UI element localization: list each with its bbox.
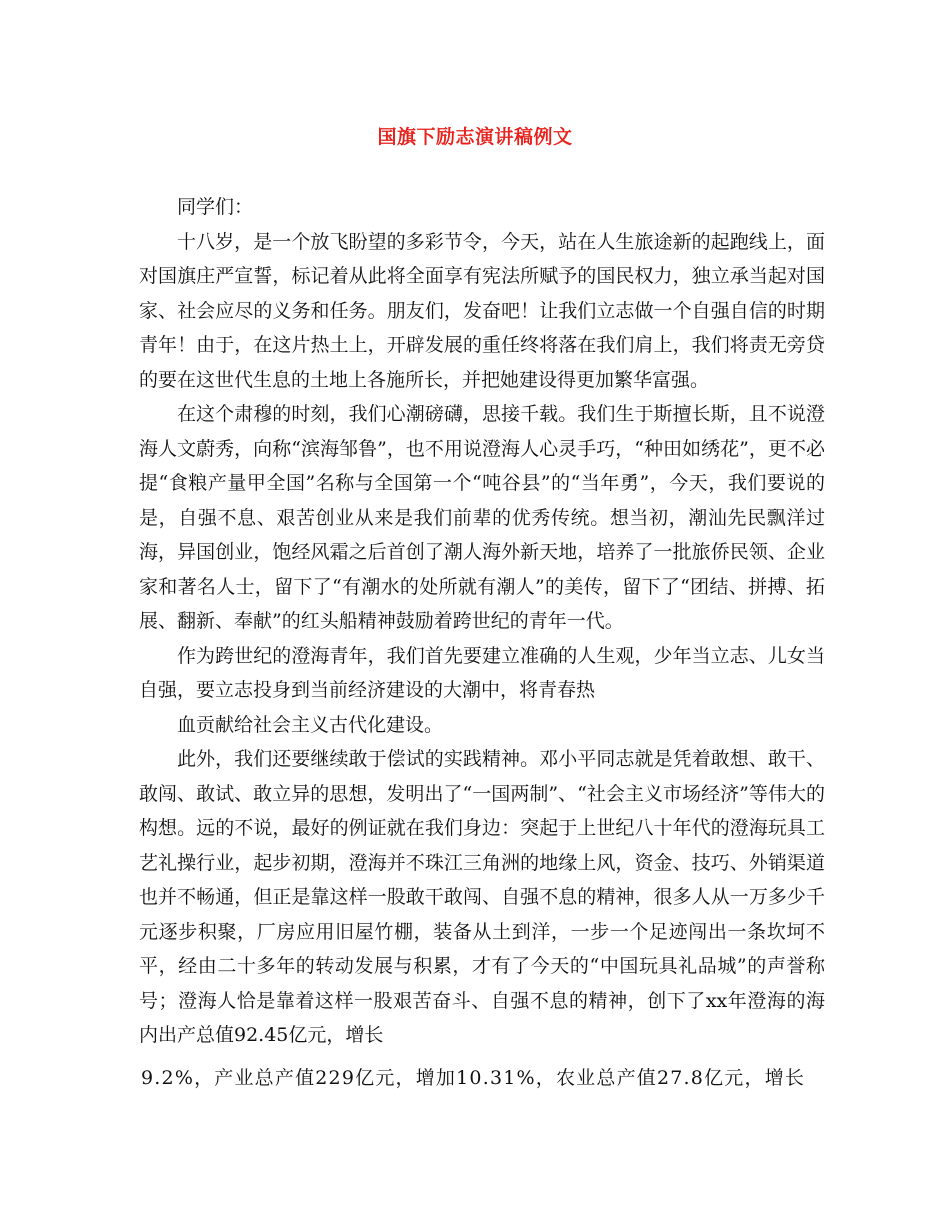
paragraph-3-continuation: 血贡献给社会主义古代化建设。 [177,713,444,736]
paragraph-1: 十八岁，是一个放飞盼望的多彩节令，今天，站在人生旅途新的起跑线上，面对国旗庄严宣誓，标记着从此将全面享有宪法所赋予的国民权力，独立承当起对国家、社会应尽的义务和任务。朋友们，发奋吧！让我们立志做一个自强自信的时期青年！由于，在这片热土上，开辟发展的重任终将落在我们肩上，我们将责无旁贷的要在这世代生息的土地上各施所长，并把她建设得更加繁华富强。 [139,230,825,391]
paragraph-4: 此外，我们还要继续敢于偿试的实践精神。邓小平同志就是凭着敢想、敢干、敢闯、敢试、敢立异的思想，发明出了“一国两制”、“社会主义市场经济”等伟大的构想。远的不说，最好的例证就在我们身边：突起于上世纪八十年代的澄海玩具工艺礼操行业，起步初期，澄海并不珠江三角洲的地缘上风，资金、技巧、外销渠道也并不畅通，但正是靠这样一股敢干敢闯、自强不息的精神，很多人从一万多少千元逐步积聚，厂房应用旧屋竹棚，装备从土到洋，一步一个足迹闯出一条坎坷不平，经由二十多年的转动发展与积累，才有了今天的“中国玩具礼品城”的声誉称号；澄海人恰是靠着这样一股艰苦奋斗、自强不息的精神，创下了xx年澄海的海内出产总值92.45亿元，增长 [139,748,825,1046]
paragraph-5-fragment: 9.2%，产业总产值229亿元，增加10.31%，农业总产值27.8亿元，增长 [141,1066,806,1089]
paragraph-3: 作为跨世纪的澄海青年，我们首先要建立准确的人生观，少年当立志、儿女当自强，要立志投身到当前经济建设的大潮中，将青春热 [139,644,825,701]
document-body [139,190,825,1095]
salutation: 同学们： [177,196,254,218]
document-title: 国旗下励志演讲稿例文 [377,126,573,148]
paragraph-2: 在这个肃穆的时刻，我们心潮磅礴，思接千载。我们生于斯擅长斯，且不说澄海人文蔚秀，向称“滨海邹鲁”，也不用说澄海人心灵手巧，“种田如绣花”，更不必提“食粮产量甲全国”名称与全国第一个“吨谷县”的“当年勇”，今天，我们要说的是，自强不息、艰苦创业从来是我们前辈的优秀传统。想当初，潮汕先民飘洋过海，异国创业，饱经风霜之后首创了潮人海外新天地，培养了一批旅侨民领、企业家和著名人士，留下了“有潮水的处所就有潮人”的美传，留下了“团结、拼搏、拓展、翻新、奉献”的红头船精神鼓励着跨世纪的青年一代。 [139,403,825,632]
